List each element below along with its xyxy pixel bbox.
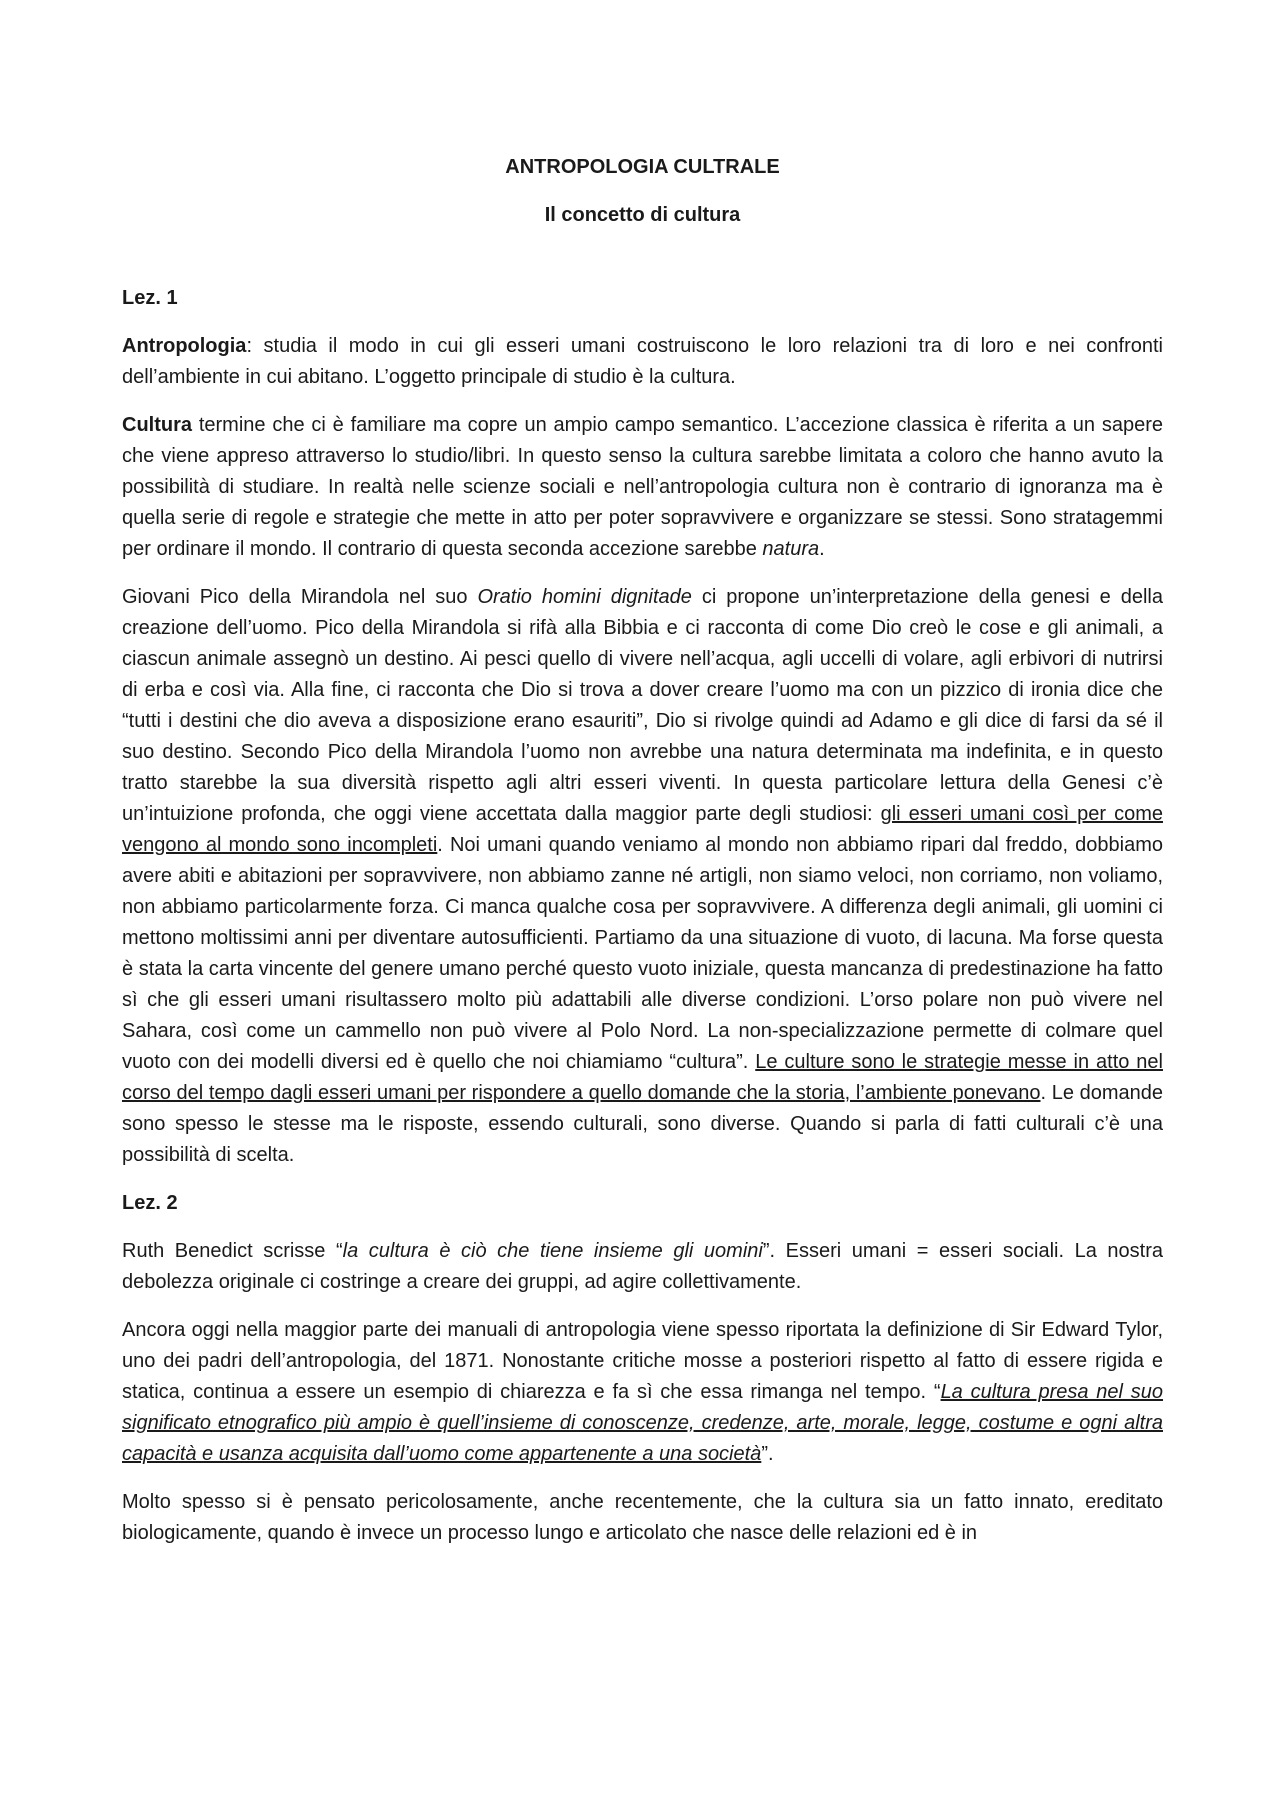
paragraph-text: Ruth Benedict scrisse “	[122, 1240, 343, 1262]
paragraph-cultura	[122, 410, 1163, 565]
paragraph-text: termine che ci è familiare ma copre un ampio campo semantico. L’accezione classica è riferita a un sapere che viene appreso attraverso lo studio/libri. In questo senso la cultura sarebbe limitata a coloro che hanno avuto la possibilità di studiare. In realtà nelle scienze sociali e nell’antropologia cultura non è contrario di ignoranza ma è quella serie di regole e strategie che mette in atto per poter sopravvivere e organizzare se stessi. Sono stratagemmi per ordinare il mondo. Il contrario di questa seconda accezione sarebbe	[122, 414, 1163, 560]
paragraph-text: Giovani Pico della Mirandola nel suo	[122, 586, 478, 608]
underlined-culture-definition: Le culture sono le strategie messe in atto nel corso del tempo dagli esseri umani per rispondere a quello domande che la storia, l’ambiente ponevano	[122, 1051, 1163, 1104]
section-heading-lez-2: Lez. 2	[122, 1192, 178, 1214]
document-subtitle: Il concetto di cultura	[544, 204, 741, 226]
paragraph-tylor	[122, 1315, 1163, 1470]
paragraph-text: ”.	[761, 1443, 774, 1465]
paragraph-text: ”. Esseri umani = esseri sociali. La nostra debolezza originale ci costringe a creare dei gruppi, ad agire collettivamente.	[122, 1240, 1163, 1293]
paragraph-text: Ancora oggi nella maggior parte dei manuali di antropologia viene spesso riportata la definizione di Sir Edward Tylor, uno dei padri dell’antropologia, del 1871. Nonostante critiche mosse a posteriori rispetto al fatto di essere rigida e statica, continua a essere un esempio di chiarezza e fa sì che essa rimanga nel tempo. “	[122, 1319, 1163, 1403]
paragraph-text: : studia il modo in cui gli esseri umani costruiscono le loro relazioni tra di loro e nei confronti dell’ambiente in cui abitano. L’oggetto principale di studio è la cultura.	[122, 335, 1163, 388]
paragraph-text: Molto spesso si è pensato pericolosamente, anche recentemente, che la cultura sia un fatto innato, ereditato biologicamente, quando è invece un processo lungo e articolato che nasce delle relazioni ed è in	[122, 1491, 1163, 1544]
paragraph-innato	[122, 1487, 1163, 1549]
paragraph-text: ci propone un’interpretazione della genesi e della creazione dell’uomo. Pico della Mirandola si rifà alla Bibbia e ci racconta di come Dio creò le cose e gli animali, a ciascun animale assegnò un destino. Ai pesci quello di vivere nell’acqua, agli uccelli di volare, agli erbivori di nutrirsi di erba e così via. Alla fine, ci racconta che Dio si trova a dover creare l’uomo ma con un pizzico di ironia dice che “tutti i destini che dio aveva a disposizione erano esauriti”, Dio si rivolge quindi ad Adamo e gli dice di farsi da sé il suo destino. Secondo Pico della Mirandola l’uomo non avrebbe una natura determinata ma indefinita, e in questo tratto starebbe la sua diversità rispetto agli altri esseri viventi. In questa particolare lettura della Genesi c’è un’intuizione profonda, che oggi viene accettata dalla maggior parte degli studiosi:	[122, 586, 1163, 825]
term-cultura: Cultura	[122, 414, 192, 436]
document-title: ANTROPOLOGIA CULTRALE	[505, 156, 780, 178]
paragraph-text: . Noi umani quando veniamo al mondo non abbiamo ripari dal freddo, dobbiamo avere abiti e abitazioni per sopravvivere, non abbiamo zanne né artigli, non siamo veloci, non corriamo, non voliamo, non abbiamo particolarmente forza. Ci manca qualche cosa per sopravvivere. A differenza degli animali, gli uomini ci mettono moltissimi anni per diventare autosufficienti. Partiamo da una situazione di vuoto, di lacuna. Ma forse questa è stata la carta vincente del genere umano perché questo vuoto iniziale, questa mancanza di predestinazione ha fatto sì che gli esseri umani risultassero molto più adattabili alle diverse condizioni. L’orso polare non può vivere nel Sahara, così come un cammello non può vivere al Polo Nord. La non-specializzazione permette di colmare quel vuoto con dei modelli diversi ed è quello che noi chiamiamo “cultura”.	[122, 834, 1164, 1073]
term-antropologia: Antropologia	[122, 335, 247, 357]
italic-oratio-title: Oratio homini dignitade	[477, 586, 692, 608]
paragraph-antropologia	[122, 331, 1163, 393]
italic-natura: natura	[762, 538, 820, 560]
paragraph-text-end: .	[819, 538, 825, 560]
underlined-incompleti: gli esseri umani così per come vengono al mondo sono incompleti	[122, 803, 1163, 856]
section-heading-lez-1: Lez. 1	[122, 287, 178, 309]
italic-benedict-quote: la cultura è ciò che tiene insieme gli uomini	[342, 1240, 763, 1262]
underlined-tylor-quote: La cultura presa nel suo significato etnografico più ampio è quell’insieme di conoscenze, credenze, arte, morale, legge, costume e ogni altra capacità e usanza acquisita dall’uomo come appartenente a una società	[122, 1381, 1164, 1465]
paragraph-text: . Le domande sono spesso le stesse ma le risposte, essendo culturali, sono diverse. Quando si parla di fatti culturali c’è una possibilità di scelta.	[122, 1082, 1163, 1166]
paragraph-pico-della-mirandola	[122, 582, 1163, 1171]
paragraph-ruth-benedict	[122, 1236, 1163, 1298]
